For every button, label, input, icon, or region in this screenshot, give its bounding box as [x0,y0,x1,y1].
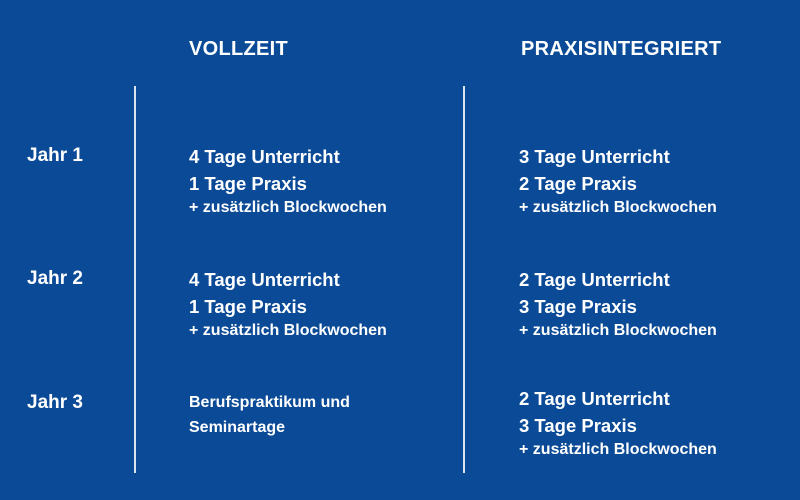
cell-line: Seminartage [189,419,286,436]
cell-line: 2 Tage Praxis [519,173,637,194]
cell-note: + zusätzlich Blockwochen [189,199,387,216]
cell-line: 4 Tage Unterricht [189,146,340,167]
cell-line: Berufspraktikum und [189,394,350,411]
header-vollzeit: VOLLZEIT [189,38,289,60]
cell-praxisintegriert-year-2 [519,266,717,342]
cell-line: 2 Tage Unterricht [519,388,670,409]
column-divider-left [134,86,136,473]
cell-note: + zusätzlich Blockwochen [519,322,717,339]
cell-line: 1 Tage Praxis [189,296,307,317]
cell-line: 3 Tage Praxis [519,415,637,436]
cell-vollzeit-year-1 [189,143,387,219]
year-label-2: Jahr 2 [27,268,83,289]
cell-line: 3 Tage Unterricht [519,146,670,167]
cell-vollzeit-year-2 [189,266,387,342]
cell-vollzeit-year-3 [189,390,350,440]
cell-note: + zusätzlich Blockwochen [519,199,717,216]
header-praxisintegriert: PRAXISINTEGRIERT [521,38,722,60]
cell-line: 4 Tage Unterricht [189,269,340,290]
year-label-3: Jahr 3 [27,392,83,413]
year-label-1: Jahr 1 [27,145,83,166]
cell-line: 1 Tage Praxis [189,173,307,194]
cell-praxisintegriert-year-1 [519,143,717,219]
cell-praxisintegriert-year-3 [519,385,717,461]
cell-note: + zusätzlich Blockwochen [519,441,717,458]
column-divider-right [463,86,465,473]
cell-line: 2 Tage Unterricht [519,269,670,290]
cell-note: + zusätzlich Blockwochen [189,322,387,339]
cell-line: 3 Tage Praxis [519,296,637,317]
